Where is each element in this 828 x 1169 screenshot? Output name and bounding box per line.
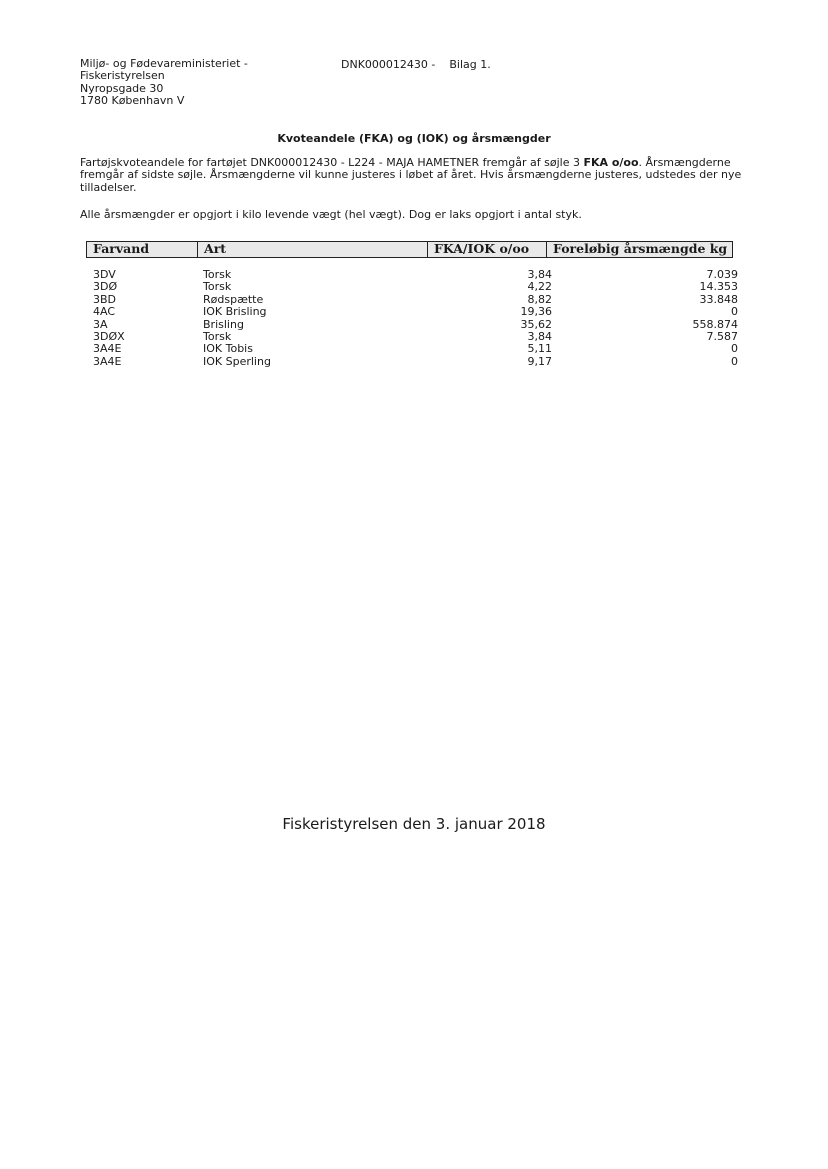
table-row — [0, 281, 828, 293]
cell-farvand: 3A4E — [93, 342, 122, 356]
intro-bold-term: FKA o/oo — [583, 156, 639, 169]
header-fka-iok: FKA/IOK o/oo — [428, 241, 549, 258]
cell-farvand: 3A4E — [93, 354, 122, 368]
document-id: DNK000012430 - — [341, 58, 436, 71]
sender-line-city: 1780 København V — [80, 94, 185, 108]
header-annual-quantity: Foreløbig årsmængde kg — [546, 241, 733, 258]
sender-line-street: Nyropsgade 30 — [80, 81, 164, 95]
cell-quantity: 7.587 — [706, 329, 738, 343]
cell-quantity: 7.039 — [706, 268, 738, 281]
table-row — [0, 343, 828, 355]
cell-art: IOK Tobis — [203, 342, 253, 356]
cell-quantity: 14.353 — [699, 280, 738, 294]
cell-fka: 19,36 — [520, 305, 552, 319]
cell-quantity: 0 — [731, 354, 738, 368]
page-title: Kvoteandele (FKA) og (IOK) og årsmængder — [277, 132, 551, 145]
footer-signature-line: Fiskeristyrelsen den 3. januar 2018 — [282, 815, 546, 833]
header-farvand: Farvand — [86, 241, 198, 258]
cell-quantity: 0 — [731, 342, 738, 356]
intro-text-after: . Årsmængderne fremgår af sidste søjle. Årsmængderne vil kunne justeres i løbet af året. Hvis årsmængderne justeres, udstedes der nye tilladelser. — [80, 156, 742, 194]
cell-farvand: 3DV — [93, 268, 116, 281]
table-row — [0, 294, 828, 306]
table-row — [0, 306, 828, 318]
sender-line-ministry: Miljø- og Fødevareministeriet - — [80, 57, 248, 70]
cell-fka: 35,62 — [520, 317, 552, 331]
cell-art: Torsk — [203, 280, 232, 294]
cell-farvand: 3DØX — [93, 329, 125, 343]
cell-fka: 3,84 — [527, 268, 552, 281]
cell-farvand: 3BD — [93, 292, 117, 306]
cell-art: Rødspætte — [203, 292, 264, 306]
cell-quantity: 0 — [731, 305, 738, 319]
cell-farvand: 3DØ — [93, 280, 118, 294]
sender-address — [80, 58, 248, 108]
cell-art: IOK Sperling — [203, 354, 271, 368]
cell-fka: 4,22 — [527, 280, 552, 294]
cell-fka: 3,84 — [527, 329, 552, 343]
table-row — [0, 331, 828, 343]
cell-art: Torsk — [203, 268, 232, 281]
intro-paragraph — [80, 157, 760, 194]
units-note: Alle årsmængder er opgjort i kilo levende vægt (hel vægt). Dog er laks opgjort i antal styk. — [80, 208, 582, 221]
cell-art: Brisling — [203, 317, 244, 331]
attachment-label: Bilag 1. — [449, 58, 491, 71]
cell-art: Torsk — [203, 329, 232, 343]
sender-line-agency: Fiskeristyrelsen — [80, 69, 165, 83]
cell-art: IOK Brisling — [203, 305, 267, 319]
document-reference — [341, 58, 491, 71]
cell-fka: 8,82 — [527, 292, 552, 306]
cell-fka: 9,17 — [527, 354, 552, 368]
cell-quantity: 33.848 — [699, 292, 738, 306]
cell-quantity: 558.874 — [692, 317, 738, 331]
cell-fka: 5,11 — [527, 342, 552, 356]
header-art: Art — [198, 241, 428, 258]
cell-farvand: 4AC — [93, 305, 116, 319]
cell-farvand: 3A — [93, 317, 108, 331]
table-row — [0, 356, 828, 368]
quota-table-body — [0, 269, 828, 368]
intro-text: Fartøjskvoteandele for fartøjet DNK000012430 - L224 - MAJA HAMETNER fremgår af søjle 3 — [80, 156, 580, 169]
